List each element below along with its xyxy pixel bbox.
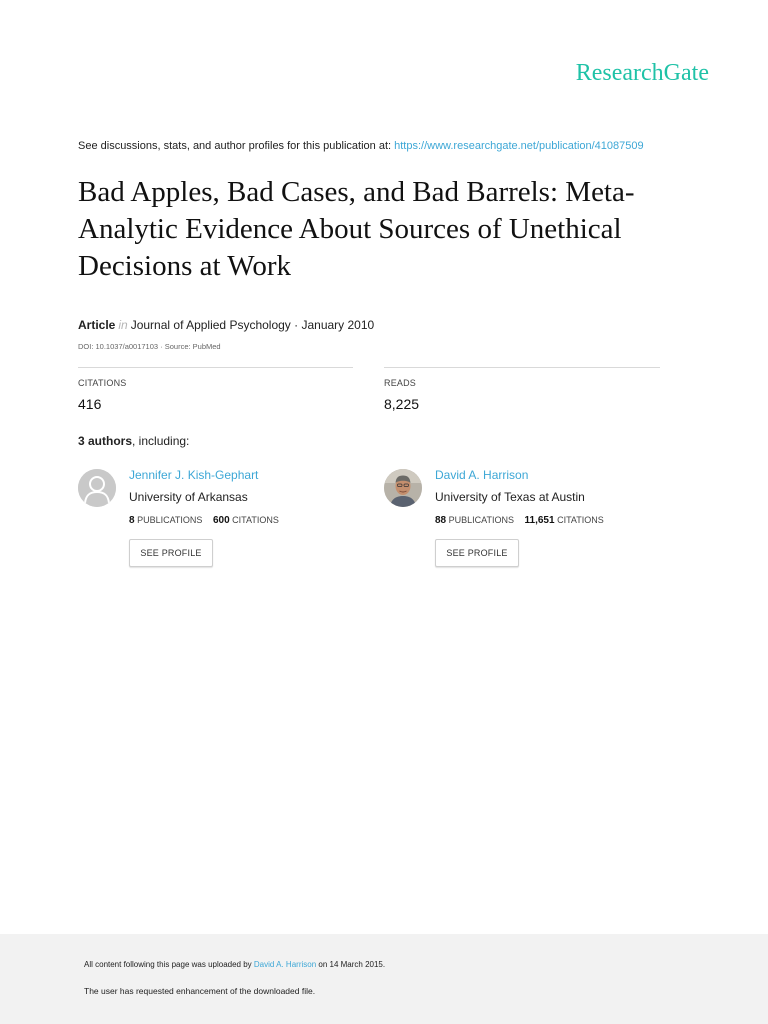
citations-label: CITATIONS — [78, 378, 127, 388]
reads-label: READS — [384, 378, 417, 388]
see-profile-button[interactable]: SEE PROFILE — [435, 539, 519, 567]
author-name[interactable]: Jennifer J. Kish-Gephart — [129, 468, 259, 482]
publications-label: PUBLICATIONS — [448, 515, 514, 525]
upload-prefix: All content following this page was uploaded by — [84, 960, 252, 969]
user-photo[interactable] — [384, 469, 422, 507]
authors-heading — [78, 434, 189, 448]
author-name[interactable]: David A. Harrison — [435, 468, 529, 482]
upload-note — [84, 960, 385, 969]
author-citations-label: CITATIONS — [232, 515, 279, 525]
article-meta — [78, 318, 374, 332]
author-citations-count: 11,651 — [524, 515, 555, 526]
article-title: Bad Apples, Bad Cases, and Bad Barrels: Meta-Analytic Evidence About Sources of Unethical Decisions at Work — [78, 176, 635, 282]
article-type: Article — [78, 318, 116, 332]
publication-link[interactable]: https://www.researchgate.net/publication/41087509 — [394, 140, 644, 152]
publications-label: PUBLICATIONS — [137, 515, 203, 525]
footer — [0, 934, 768, 1024]
researchgate-logo[interactable]: ResearchGate — [575, 60, 709, 86]
uploader-link[interactable]: David A. Harrison — [253, 960, 317, 969]
reads-value: 8,225 — [384, 396, 420, 412]
doi-source: DOI: 10.1037/a0017103 · Source: PubMed — [78, 342, 221, 351]
divider-reads — [384, 367, 660, 368]
author-stats — [435, 515, 604, 526]
author-institution: University of Texas at Austin — [435, 490, 585, 504]
journal-date[interactable]: Journal of Applied Psychology · January 2010 — [130, 318, 375, 332]
enhancement-note: The user has requested enhancement of the downloaded file. — [84, 986, 316, 996]
publications-count: 88 — [435, 515, 447, 526]
author-card — [384, 468, 684, 578]
author-stats — [129, 515, 279, 526]
author-citations-count: 600 — [212, 515, 230, 526]
in-word: in — [118, 318, 128, 332]
author-institution: University of Arkansas — [129, 490, 248, 504]
author-card — [78, 468, 378, 578]
publications-count: 8 — [129, 515, 135, 526]
see-profile-button[interactable]: SEE PROFILE — [129, 539, 213, 567]
authors-suffix: , including: — [132, 434, 190, 448]
upload-suffix: on 14 March 2015. — [318, 960, 386, 969]
divider-citations — [78, 367, 353, 368]
default-user-icon[interactable] — [78, 469, 116, 507]
citations-value: 416 — [78, 396, 102, 412]
discussion-line — [78, 140, 644, 152]
author-citations-label: CITATIONS — [557, 515, 604, 525]
discussion-text: See discussions, stats, and author profiles for this publication at: — [78, 140, 392, 152]
authors-count: 3 authors — [78, 434, 133, 448]
